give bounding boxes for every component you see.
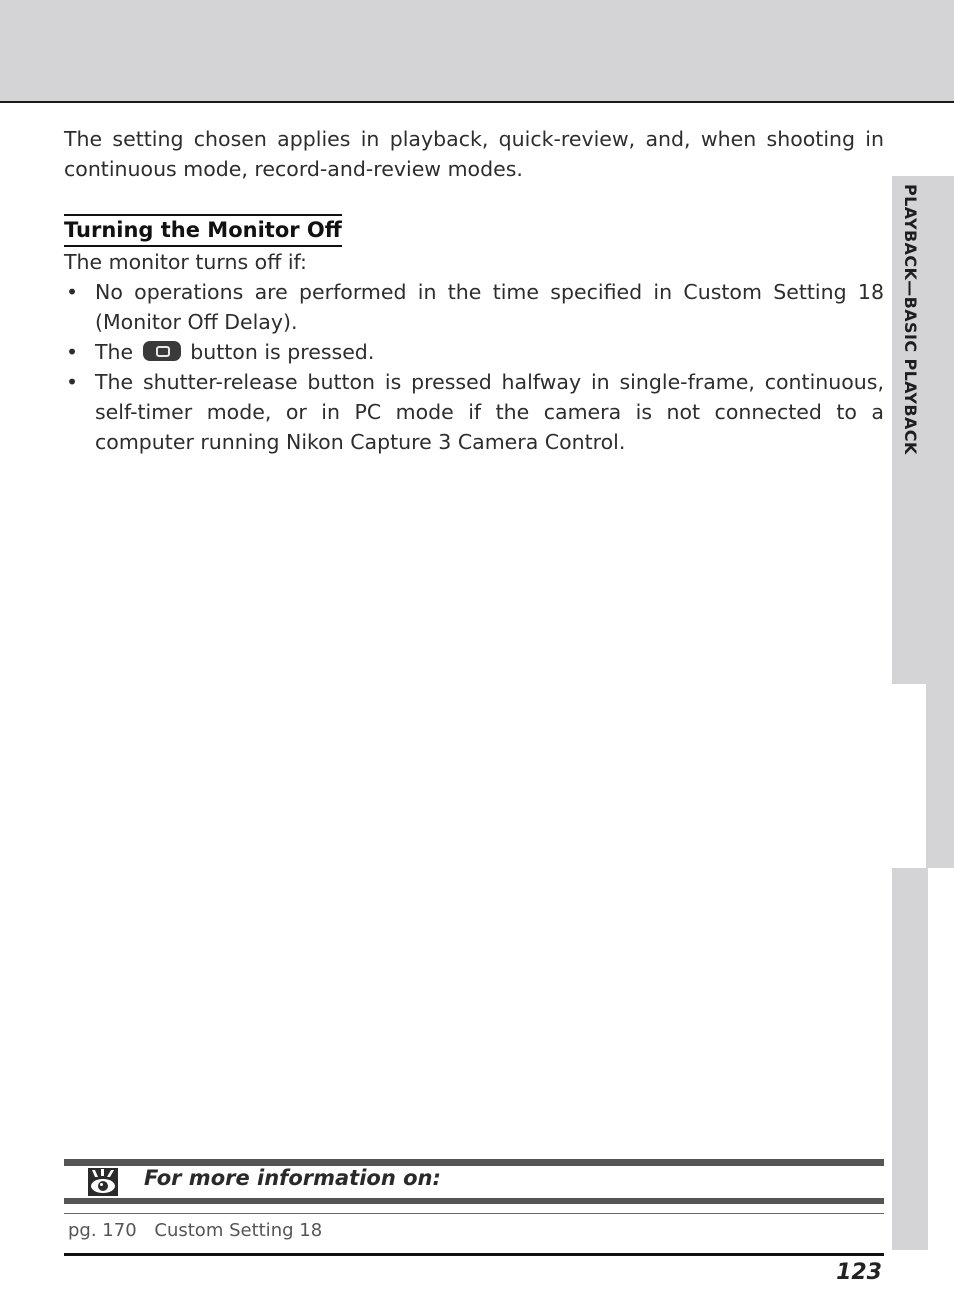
list-item <box>64 337 884 367</box>
header-band <box>0 0 954 103</box>
monitor-button-icon <box>143 341 181 361</box>
eye-reference-icon <box>88 1168 118 1196</box>
info-box-title: For more information on: <box>144 1166 441 1190</box>
bullet-dot: • <box>66 280 79 304</box>
bullet-dot: • <box>66 340 79 364</box>
list-item <box>64 367 884 457</box>
list-item <box>64 277 884 337</box>
main-content <box>64 124 884 457</box>
reference-page: pg. 170 <box>68 1220 137 1241</box>
bullet-dot: • <box>66 370 79 394</box>
footer-rule <box>64 1253 884 1256</box>
section-heading: Turning the Monitor Off <box>64 214 342 247</box>
info-box-mid-rule <box>64 1198 884 1204</box>
list-item-text-before: The <box>95 340 134 364</box>
section-lead: The monitor turns off if: <box>64 250 307 274</box>
info-box-top-rule <box>64 1159 884 1166</box>
side-tab-label: PLAYBACK—BASIC PLAYBACK <box>901 184 920 455</box>
intro-paragraph: The setting chosen applies in playback, quick-review, and, when shooting in continuous mode, record-and-review modes. <box>64 127 884 181</box>
bullet-list <box>64 277 884 457</box>
side-tab-lower <box>892 868 928 1250</box>
info-box-thin-rule <box>64 1213 884 1214</box>
list-item-text-after: button is pressed. <box>190 340 375 364</box>
list-item-text: The shutter-release button is pressed halfway in single-frame, continuous, self-timer mode, or in PC mode if the camera is not connected to a computer running Nikon Capture 3 Camera Control. <box>95 370 884 454</box>
reference-entry <box>68 1220 334 1241</box>
page-number: 123 <box>836 1260 882 1285</box>
reference-topic: Custom Setting 18 <box>154 1220 323 1241</box>
list-item-text: No operations are performed in the time specified in Custom Setting 18 (Monitor Off Delay). <box>95 280 884 334</box>
side-tab-marker <box>926 684 954 868</box>
